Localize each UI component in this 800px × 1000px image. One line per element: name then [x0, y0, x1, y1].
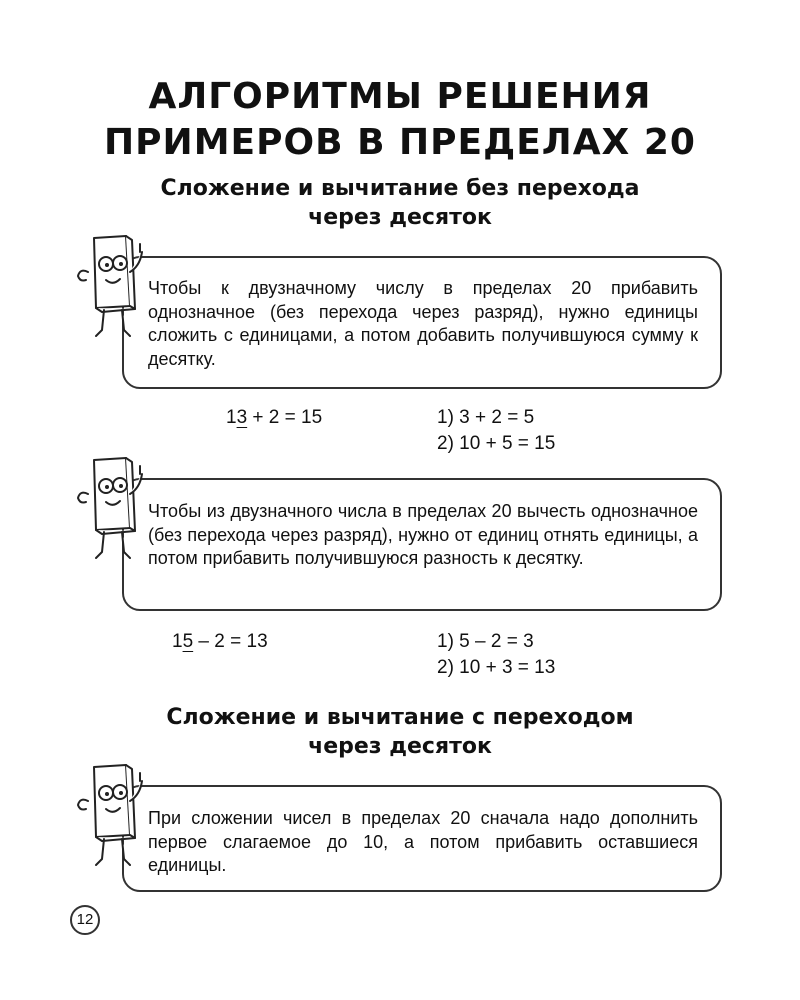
- book-mascot-icon: [74, 454, 156, 566]
- section2-heading-line-2: через десяток: [308, 734, 492, 759]
- rule-box-carry: [122, 785, 722, 892]
- example-addition-step-1: 1) 3 + 2 = 5: [437, 407, 535, 428]
- example-addition-step-2: 2) 10 + 5 = 15: [437, 433, 556, 454]
- rule-text-addition: Чтобы к двузначному числу в пределах 20 прибавить однозначное (без перехода через разряд), нужно единицы сложить с единицами, а потом добавить получившуюся сумму к десятку.: [148, 278, 698, 369]
- page-title: [0, 74, 800, 166]
- section1-heading: [0, 174, 800, 232]
- section2-heading: [0, 703, 800, 761]
- title-line-2: ПРИМЕРОВ В ПРЕДЕЛАХ 20: [104, 122, 696, 163]
- page-number: 12: [70, 905, 100, 935]
- book-mascot-icon: [74, 232, 156, 344]
- rule-box-subtraction: [122, 478, 722, 611]
- rule-box-addition: [122, 256, 722, 389]
- section1-heading-line-2: через десяток: [308, 205, 492, 230]
- example-subtraction-step-2: 2) 10 + 3 = 13: [437, 657, 556, 678]
- example-subtraction-step-1: 1) 5 – 2 = 3: [437, 631, 534, 652]
- book-mascot-icon: [74, 761, 156, 873]
- example-subtraction-units: 5: [182, 631, 194, 652]
- example-addition: [226, 405, 322, 431]
- section2-heading-line-1: Сложение и вычитание с переходом: [166, 705, 634, 730]
- example-addition-tens: 1: [226, 407, 237, 428]
- title-line-1: АЛГОРИТМЫ РЕШЕНИЯ: [148, 76, 652, 117]
- example-subtraction-rest: – 2 = 13: [193, 631, 268, 652]
- example-subtraction-tens: 1: [172, 631, 183, 652]
- section1-heading-line-1: Сложение и вычитание без перехода: [160, 176, 640, 201]
- example-subtraction: [172, 629, 268, 655]
- rule-text-carry: При сложении чисел в пределах 20 сначала надо дополнить первое слагаемое до 10, а потом прибавить оставшиеся единицы.: [148, 808, 698, 875]
- rule-text-subtraction: Чтобы из двузначного числа в пределах 20 вычесть однозначное (без перехода через разряд), нужно от единиц отнять единицы, а потом прибавить получившуюся разность к десятку.: [148, 501, 698, 568]
- example-addition-rest: + 2 = 15: [247, 407, 323, 428]
- example-addition-units: 3: [236, 407, 248, 428]
